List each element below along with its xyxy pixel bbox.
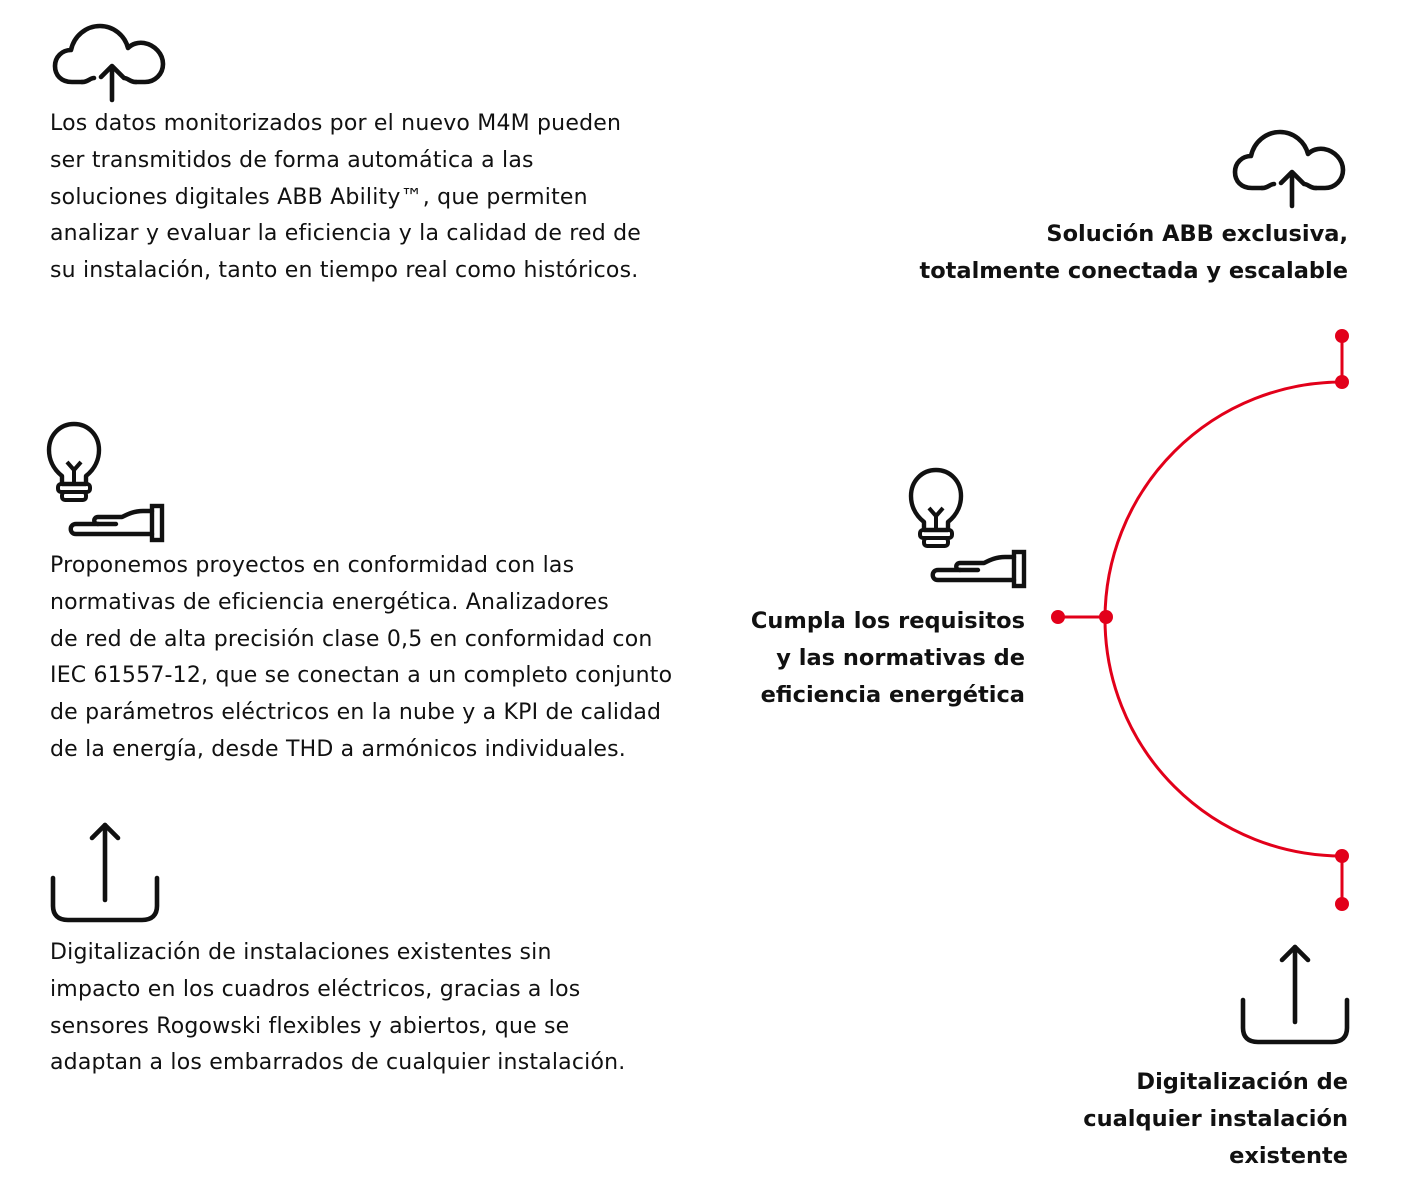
heading-line: Cumpla los requisitos (750, 608, 1025, 634)
node-dot (1335, 375, 1349, 389)
text-line: su instalación, tanto en tiempo real como históricos. (50, 258, 639, 284)
text-line: Proponemos proyectos en conformidad con las (50, 553, 575, 578)
bottom-item-heading (1083, 1064, 1348, 1175)
text-line: IEC 61557-12, que se conectan a un completo conjunto (50, 663, 673, 689)
text-line: normativas de eficiencia energética. Analizadores (50, 589, 609, 615)
heading-line: Solución ABB exclusiva, (1046, 221, 1348, 247)
cloud-upload-icon (1232, 128, 1346, 208)
middle-item-heading (751, 603, 1025, 714)
node-dot (1335, 329, 1349, 343)
text-line: Digitalización de instalaciones existentes sin (50, 940, 552, 965)
text-line: de red de alta precisión clase 0,5 en conformidad con (50, 626, 653, 652)
heading-line: totalmente conectada y escalable (919, 258, 1348, 284)
arc-line (1105, 382, 1342, 856)
text-line: impacto en los cuadros eléctricos, gracias a los (50, 976, 581, 1002)
text-line: Los datos monitorizados por el nuevo M4M pueden (50, 111, 622, 136)
lightbulb-hand-icon (908, 466, 1030, 592)
heading-line: y las normativas de (776, 645, 1025, 671)
node-dot (1335, 849, 1349, 863)
text-line: ser transmitidos de forma automática a las (50, 147, 534, 173)
text-line: adaptan a los embarrados de cualquier instalación. (50, 1050, 626, 1076)
text-line: de la energía, desde THD a armónicos individuales. (50, 736, 626, 762)
text-line: analizar y evaluar la eficiencia y la calidad de red de (50, 221, 642, 247)
upload-tray-icon (1238, 942, 1352, 1048)
node-dot (1335, 897, 1349, 911)
text-line: soluciones digitales ABB Ability™, que permiten (50, 184, 588, 210)
heading-line: Digitalización de (1136, 1069, 1348, 1095)
node-dot (1051, 610, 1065, 624)
heading-line: cualquier instalación (1083, 1106, 1348, 1132)
text-line: sensores Rogowski flexibles y abiertos, que se (50, 1013, 570, 1039)
node-dot (1099, 610, 1113, 624)
heading-line: existente (1229, 1143, 1348, 1169)
text-line: de parámetros eléctricos en la nube y a KPI de calidad (50, 700, 662, 726)
heading-line: eficiencia energética (760, 682, 1025, 708)
top-item-heading (919, 216, 1348, 290)
